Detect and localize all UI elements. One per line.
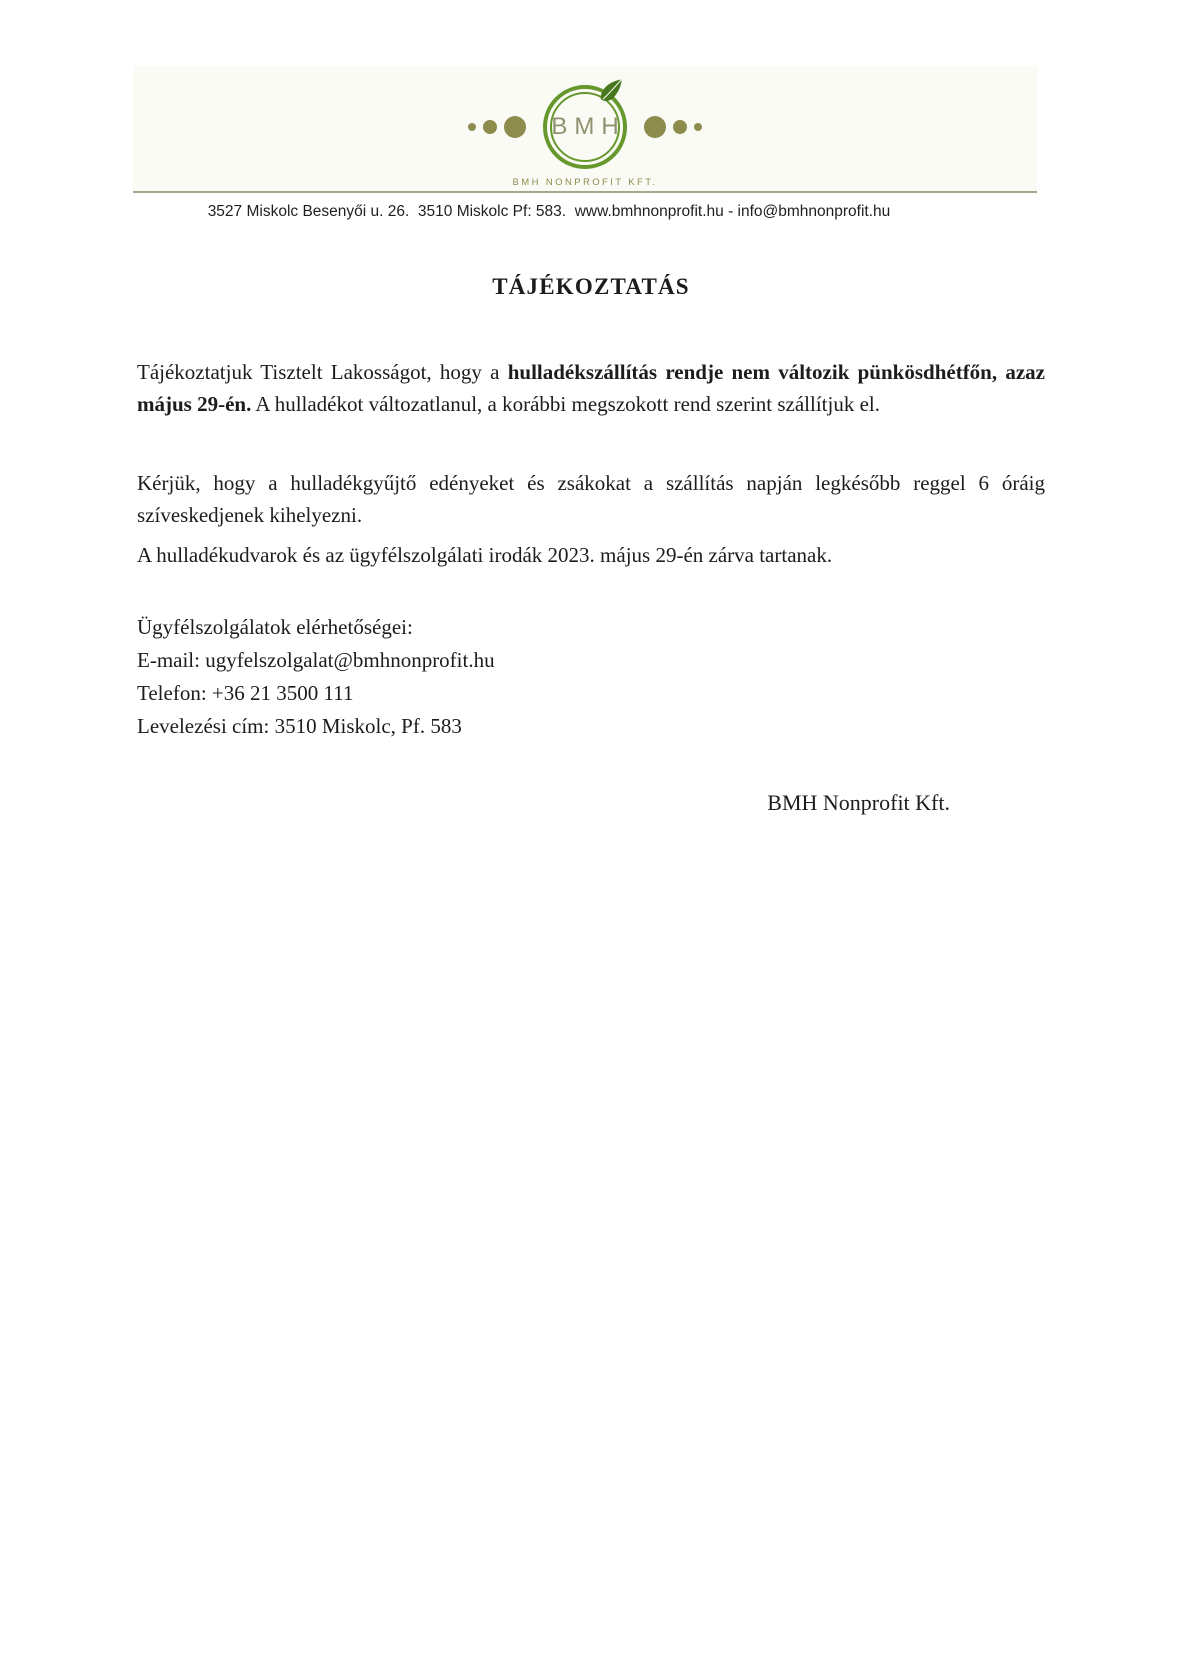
paragraph-bold-text: hulladékszállítás rendje nem változik pünkösdhétfőn, azaz május 29-én. <box>137 360 1045 416</box>
company-logo <box>133 85 1037 169</box>
dot-icon <box>468 123 476 131</box>
logo-circle <box>543 85 627 169</box>
logo-letters: BMH <box>551 113 626 140</box>
leaf-icon <box>596 78 629 105</box>
logo-circle-inner-ring <box>550 92 626 162</box>
dot-icon <box>694 123 702 131</box>
logo-dots-left <box>468 116 526 138</box>
contact-mailing-address: Levelezési cím: 3510 Miskolc, Pf. 583 <box>137 714 462 738</box>
dot-icon <box>504 116 526 138</box>
contact-email: E-mail: ugyfelszolgalat@bmhnonprofit.hu <box>137 648 495 672</box>
paragraph-text: A hulladékot változatlanul, a korábbi megszokott rend szerint szállítjuk el. <box>251 392 881 416</box>
signature: BMH Nonprofit Kft. <box>767 790 950 815</box>
notice-paragraph-1 <box>137 356 1045 420</box>
dot-icon <box>673 120 687 134</box>
page-title: TÁJÉKOZTATÁS <box>492 274 690 299</box>
company-address-line: 3527 Miskolc Besenyői u. 26. 3510 Miskolc Pf: 583. www.bmhnonprofit.hu - info@bmhnonprofit.hu <box>207 203 891 220</box>
contact-phone: Telefon: +36 21 3500 111 <box>137 681 354 705</box>
dot-icon <box>483 120 497 134</box>
contact-heading: Ügyfélszolgálatok elérhetőségei: <box>137 615 413 639</box>
paragraph-text: Tájékoztatjuk Tisztelt Lakosságot, hogy a <box>137 360 508 384</box>
contact-block <box>137 611 1045 743</box>
dot-icon <box>644 116 666 138</box>
notice-paragraph-3: A hulladékudvarok és az ügyfélszolgálati irodák 2023. május 29-én zárva tartanak. <box>137 543 833 567</box>
notice-paragraph-2: Kérjük, hogy a hulladékgyűjtő edényeket és zsákokat a szállítás napján legkésőbb reggel 6 óráig szíveskedjenek kihelyezni. <box>137 471 1045 527</box>
header-banner <box>133 66 1037 193</box>
logo-dots-right <box>644 116 702 138</box>
logo-caption: BMH NONPROFIT KFT. <box>512 177 658 188</box>
